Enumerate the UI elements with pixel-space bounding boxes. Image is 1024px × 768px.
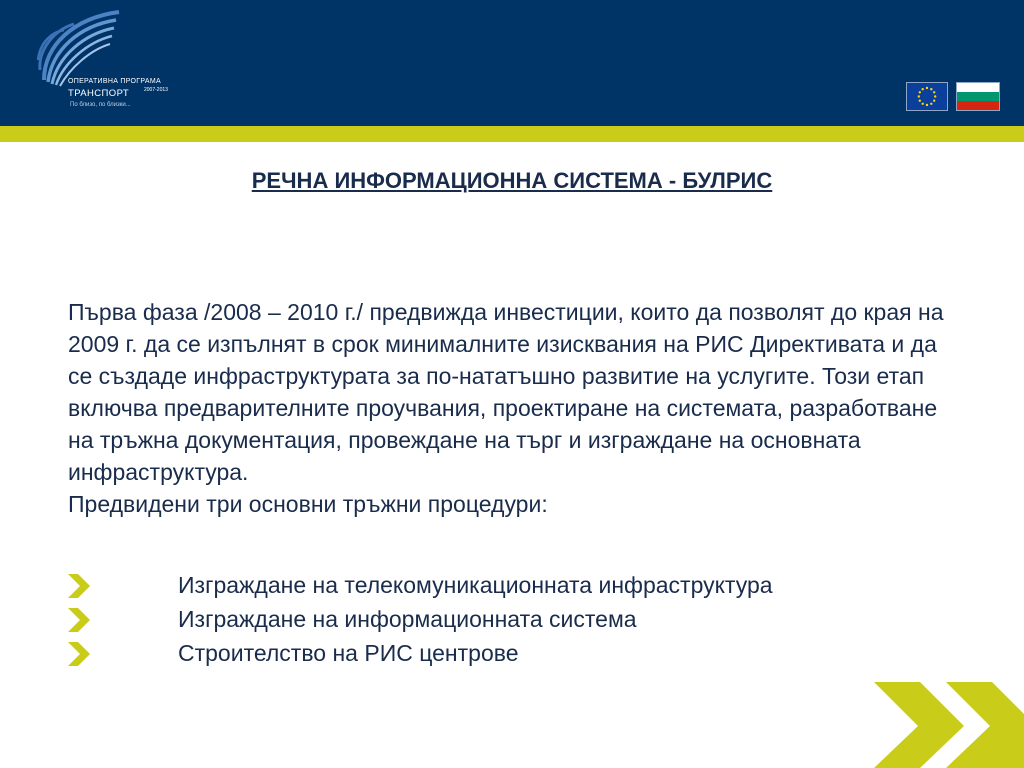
list-item <box>68 568 948 602</box>
procedure-label: Строителство на РИС центрове <box>178 640 519 666</box>
chevron-right-icon <box>68 642 90 666</box>
chevron-right-icon <box>68 608 90 632</box>
procedures-intro: Предвидени три основни тръжни процедури: <box>68 491 548 517</box>
list-item <box>68 602 948 636</box>
procedure-label: Изграждане на информационната система <box>178 606 637 632</box>
slide-title-text: РЕЧНА ИНФОРМАЦИОННА СИСТЕМА - БУЛРИС <box>251 168 773 193</box>
procedures-list <box>68 568 948 670</box>
eu-flag-icon <box>906 82 948 111</box>
logo-name: ТРАНСПОРТ <box>68 88 130 99</box>
header-band <box>0 0 1024 126</box>
logo-tagline: По близо, по близки... <box>70 102 131 108</box>
bulgaria-flag-icon <box>956 82 1000 111</box>
accent-bar <box>0 126 1024 142</box>
slide-title <box>0 168 1024 194</box>
chevron-right-icon <box>68 574 90 598</box>
body-paragraph: Първа фаза /2008 – 2010 г./ предвижда инвестиции, които да позволят до края на 2009 г. да се изпълнят в срок минималните изисквания на РИС Директивата и да се създаде инфраструктурата за по-нататъшно развитие на услугите. Този етап включва предварителните проучвания, проектиране на системата, разработване на тръжна документация, провеждане на търг и изграждане на основната инфраструктура. <box>68 299 944 485</box>
decorative-chevrons-icon <box>860 676 1024 768</box>
program-logo <box>30 10 190 120</box>
logo-program-label: ОПЕРАТИВНА ПРОГРАМА <box>68 78 161 85</box>
logo-years: 2007-2013 <box>144 87 168 93</box>
procedure-label: Изграждане на телекомуникационната инфраструктура <box>178 572 773 598</box>
slide-body <box>68 296 948 520</box>
list-item <box>68 636 948 670</box>
